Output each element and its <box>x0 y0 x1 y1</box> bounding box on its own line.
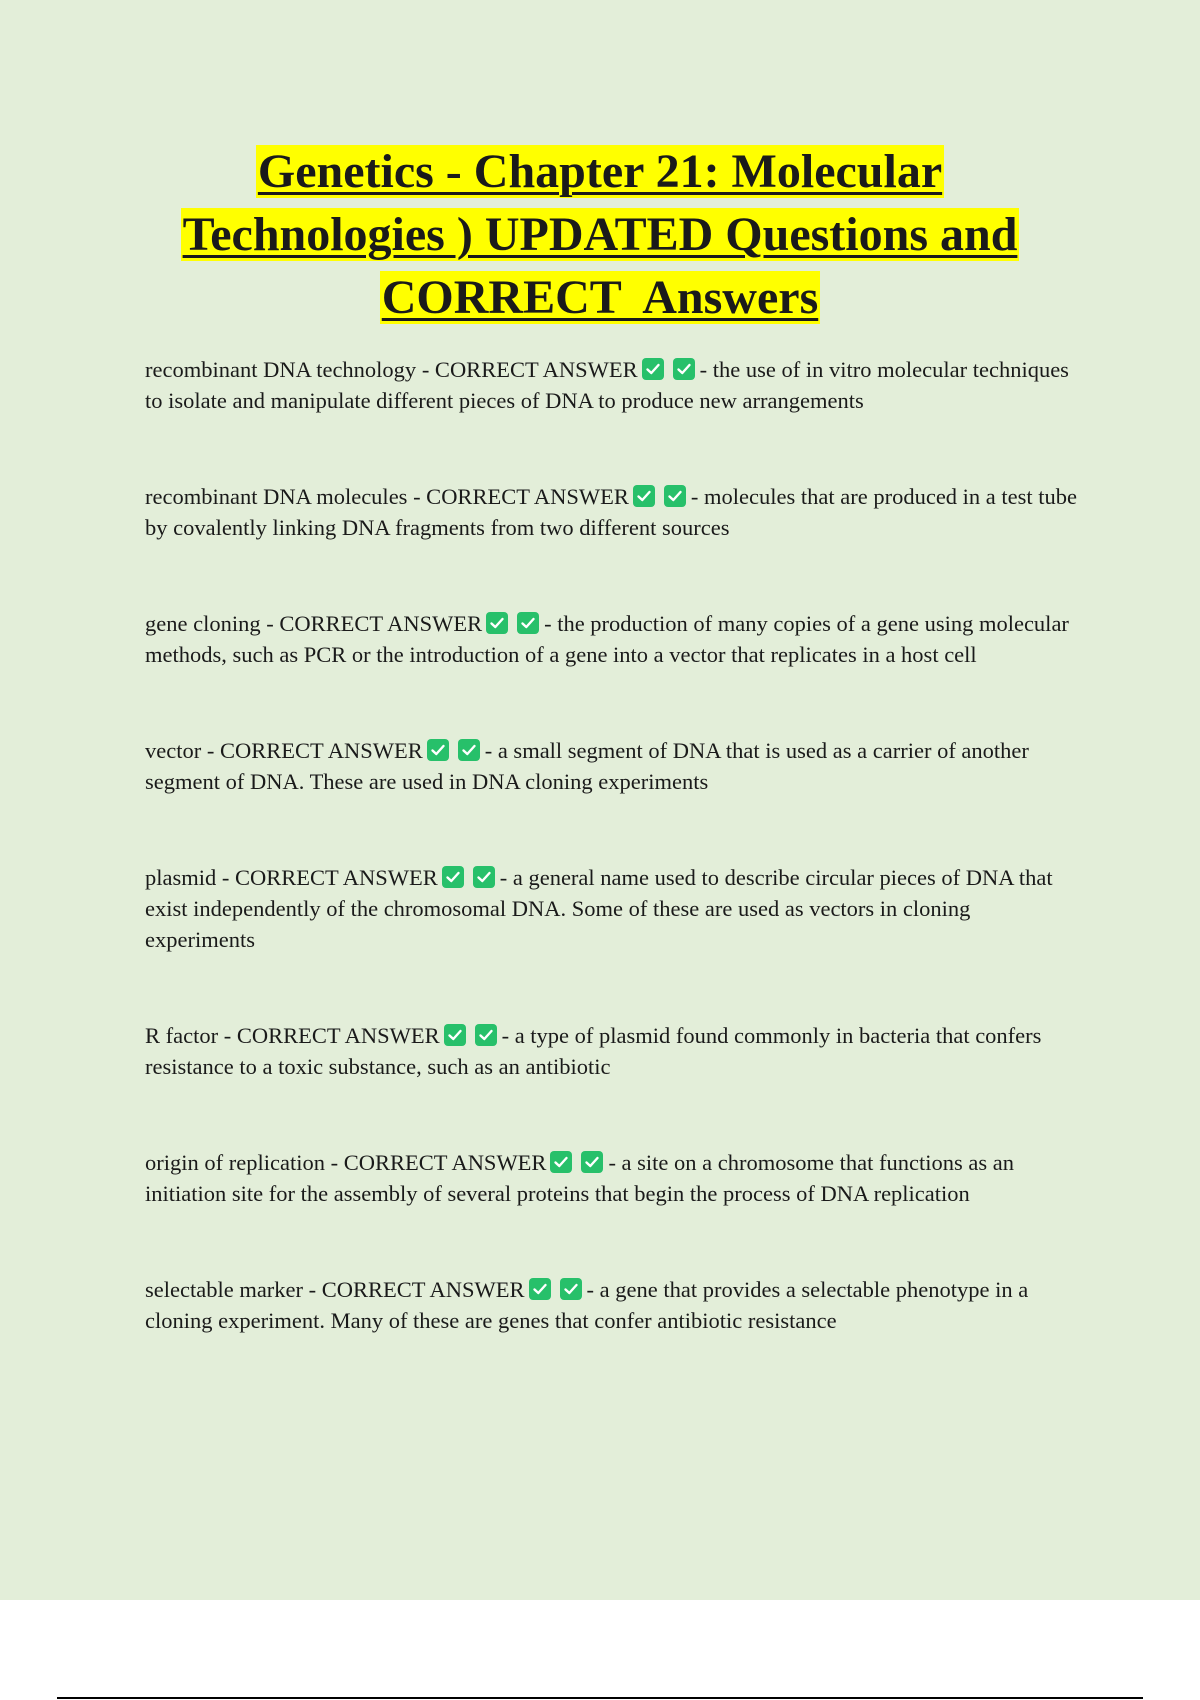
check-mark-icon <box>458 739 480 761</box>
qa-entry <box>145 862 1085 955</box>
qa-entry <box>145 481 1085 543</box>
answer-label: - CORRECT ANSWER <box>330 1150 547 1175</box>
qa-entry <box>145 1274 1085 1336</box>
entry-definition: - a site on a chromosome that functions as an initiation site for the assembly of several proteins that begin the process of DNA replication <box>145 1150 1014 1206</box>
entry-definition: - a type of plasmid found commonly in bacteria that confers resistance to a toxic substance, such as an antibiotic <box>145 1023 1042 1079</box>
entry-term: R factor <box>145 1023 219 1048</box>
bottom-divider <box>57 1697 1143 1699</box>
document-title <box>100 140 1100 329</box>
check-mark-icon <box>529 1278 551 1300</box>
check-mark-icon <box>581 1151 603 1173</box>
check-mark-icon <box>633 485 655 507</box>
qa-entry <box>145 735 1085 797</box>
check-mark-icon <box>473 866 495 888</box>
check-mark-icon <box>642 358 664 380</box>
check-mark-icon <box>444 1024 466 1046</box>
answer-label: - CORRECT ANSWER <box>413 484 629 509</box>
entry-definition: - molecules that are produced in a test tube by covalently linking DNA fragments from two different sources <box>145 484 1078 540</box>
check-mark-icon <box>664 485 686 507</box>
check-mark-icon <box>673 358 695 380</box>
entry-term: gene cloning <box>145 611 261 636</box>
qa-entry <box>145 1147 1085 1209</box>
entry-definition: - a general name used to describe circular pieces of DNA that exist independently of the chromosomal DNA. Some of these are used as vectors in cloning experiments <box>145 865 1053 952</box>
check-mark-icon <box>442 866 464 888</box>
answer-label: - CORRECT ANSWER <box>221 865 438 890</box>
entry-definition: - the use of in vitro molecular techniques to isolate and manipulate different pieces of DNA to produce new arrangements <box>145 357 1069 413</box>
title-line-1: Genetics - Chapter 21: Molecular <box>257 145 943 198</box>
entry-term: origin of replication <box>145 1150 325 1175</box>
check-mark-icon <box>427 739 449 761</box>
entry-definition: - a small segment of DNA that is used as a carrier of another segment of DNA. These are used in DNA cloning experiments <box>145 738 1029 794</box>
qa-entry <box>145 354 1085 416</box>
entry-definition: - a gene that provides a selectable phenotype in a cloning experiment. Many of these are genes that confer antibiotic resistance <box>145 1277 1029 1333</box>
qa-entry <box>145 1020 1085 1082</box>
entry-term: selectable marker <box>145 1277 304 1302</box>
answer-label: - CORRECT ANSWER <box>266 611 483 636</box>
check-mark-icon <box>475 1024 497 1046</box>
check-mark-icon <box>517 612 539 634</box>
title-line-3: CORRECT Answers <box>381 271 819 324</box>
answer-label: - CORRECT ANSWER <box>223 1023 440 1048</box>
check-mark-icon <box>486 612 508 634</box>
answer-label: - CORRECT ANSWER <box>206 738 423 763</box>
entry-term: plasmid <box>145 865 217 890</box>
entry-term: vector <box>145 738 202 763</box>
title-line-2: Technologies ) UPDATED Questions and <box>182 208 1018 261</box>
entry-term: recombinant DNA molecules <box>145 484 408 509</box>
answer-label: - CORRECT ANSWER <box>421 357 638 382</box>
check-mark-icon <box>550 1151 572 1173</box>
qa-entry <box>145 608 1085 670</box>
qa-list <box>145 354 1085 1336</box>
answer-label: - CORRECT ANSWER <box>308 1277 525 1302</box>
entry-definition: - the production of many copies of a gene using molecular methods, such as PCR or the introduction of a gene into a vector that replicates in a host cell <box>145 611 1069 667</box>
entry-term: recombinant DNA technology <box>145 357 417 382</box>
check-mark-icon <box>560 1278 582 1300</box>
